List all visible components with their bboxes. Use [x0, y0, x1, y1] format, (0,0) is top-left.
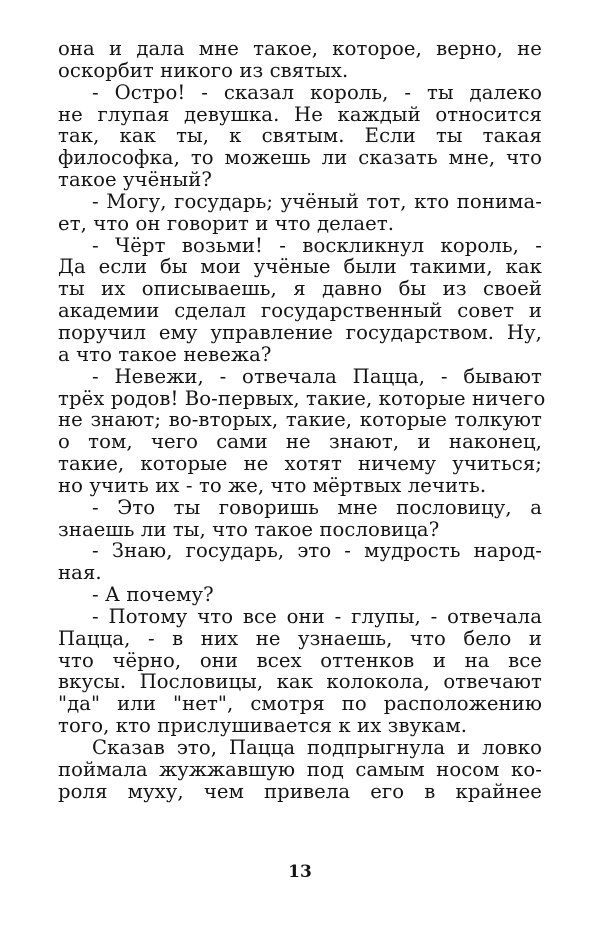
text-line: ная. [58, 561, 102, 585]
text-line: - Чёрт возьми! - воскликнул король, - [92, 233, 542, 257]
text-line: она и дала мне такое, которое, верно, не [58, 37, 542, 60]
text-line: ты их описываешь, я давно бы из своей [58, 277, 542, 301]
text-line: такое учёный? [58, 168, 212, 192]
text-line: вкусы. Пословицы, как колокола, отвечают [58, 670, 542, 694]
text-line: о том, чего сами не знают, и наконец, [58, 430, 542, 454]
text-line: - Могу, государь; учёный тот, кто понима- [92, 189, 542, 213]
text-line: поймала жужжавшую под самым носом ко- [58, 757, 542, 781]
text-line: - А почему? [92, 583, 214, 607]
text-line: - Невежи, - отвечала Пацца, - бывают [92, 364, 542, 388]
text-line: а что такое невежа? [58, 342, 272, 366]
text-line: но учить их - то же, что мёртвых лечить. [58, 473, 487, 497]
text-line: Да если бы мои учёные были такими, как [58, 255, 542, 279]
text-line: - Знаю, государь, это - мудрость народ- [92, 539, 542, 563]
text-line: - Это ты говоришь мне пословицу, а [92, 495, 542, 519]
text-line: не глупая девушка. Не каждый относится [58, 102, 542, 126]
text-line: что чёрно, они всех оттенков и на все [58, 648, 542, 672]
text-line: академии сделал государственный совет и [58, 299, 542, 323]
text-line: оскорбит никого из святых. [58, 58, 349, 82]
text-line: такие, которые не хотят ничему учиться; [58, 452, 542, 476]
text-line: Пацца, - в них не узнаешь, что бело и [58, 626, 542, 650]
text-line: трёх родов! Во-первых, такие, которые ничего [58, 386, 546, 410]
text-line: знаешь ли ты, что такое пословица? [58, 517, 440, 541]
text-line: - Остро! - сказал король, - ты далеко [92, 80, 542, 104]
text-line: ет, что он говорит и что делает. [58, 211, 395, 235]
text-line: философка, то можешь ли сказать мне, что [58, 146, 542, 170]
text-line: - Потому что все они - глупы, - отвечала [92, 604, 542, 628]
text-line: того, кто прислушивается к их звукам. [58, 714, 468, 738]
text-line: Сказав это, Пацца подпрыгнула и ловко [92, 736, 542, 759]
text-line: не знают; во-вторых, такие, которые толкуют [58, 408, 542, 432]
text-line: "да" или "нет", смотря по расположению [58, 692, 542, 716]
text-line: поручил ему управление государством. Ну, [58, 320, 542, 344]
text-line: роля муху, чем привела его в крайнее [58, 779, 542, 803]
text-line: так, как ты, к святым. Если ты такая [58, 124, 542, 148]
page-number: 13 [288, 862, 312, 882]
body-text [58, 37, 546, 803]
